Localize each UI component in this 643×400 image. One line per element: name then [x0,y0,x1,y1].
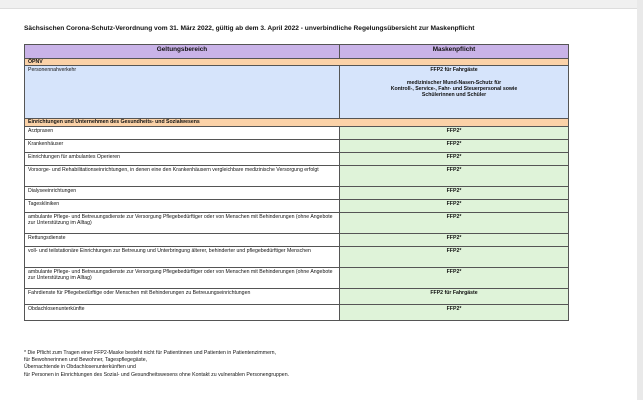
table-row [25,246,569,267]
row-value: FFP2* [340,233,569,246]
row-value: FFP2* [340,246,569,267]
row-label: Personennahverkehr [25,66,340,119]
document-title: Sächsischen Corona-Schutz-Verordnung vom 31. März 2022, gültig ab dem 3. April 2022 - unverbindliche Regelungsübersicht zur Maskenpflicht [24,25,475,32]
table-row [25,139,569,152]
row-label: ambulante Pflege- und Betreuungsdienste zur Versorgung Pflegebedürftiger oder von Menschen mit Behinderungen (ohne Angebote zur Unterstützung im Alltag) [25,267,340,288]
table-header-row [25,45,569,59]
footnote-line: für Bewohnerinnen und Bewohner, Tagespflegegäste, [24,357,148,364]
row-label: Einrichtungen für ambulantes Operieren [25,152,340,165]
table-row [25,212,569,233]
row-value: FFP2* [340,186,569,199]
value-line: medizinischer Mund-Nasen-Schutz für [406,79,502,86]
row-value: FFP2* [340,139,569,152]
section-label: ÖPNV [25,59,569,66]
row-value [340,66,569,119]
window-top-bar [0,0,643,9]
value-line: Schülerinnen und Schüler [421,92,487,99]
row-label: Tageskliniken [25,199,340,212]
table-row [25,165,569,186]
row-value: FFP2* [340,126,569,139]
row-label: Fahrdienste für Pflegebedürftige oder Menschen mit Behinderungen zu Betreuungseinrichtungen [25,288,340,304]
table-row [25,288,569,304]
header-geltungsbereich: Geltungsbereich [25,45,340,59]
header-maskenpflicht: Maskenpflicht [340,45,569,59]
table-row [25,66,569,119]
row-label: Rettungsdienste [25,233,340,246]
table-row [25,233,569,246]
row-label: Krankenhäuser [25,139,340,152]
value-line: Kontroll-, Service-, Fahr- und Steuerpersonal sowie [390,85,518,92]
row-value: FFP2* [340,152,569,165]
table-row [25,126,569,139]
footnote [24,350,289,379]
row-value: FFP2* [340,165,569,186]
footnote-line: Übernachtende in Obdachlosenunterkünften und [24,364,136,371]
table-row [25,304,569,320]
scrollbar[interactable] [637,0,643,400]
row-value: FFP2* [340,267,569,288]
row-label: Arztpraxen [25,126,340,139]
row-label: ambulante Pflege- und Betreuungsdienste zur Versorgung Pflegebedürftiger oder von Menschen mit Behinderungen (ohne Angebote zur Unterstützung im Alltag) [25,212,340,233]
value-line: FFP2 für Fahrgäste [430,67,478,74]
table-row [25,199,569,212]
row-value: FFP2* [340,199,569,212]
row-value: FFP2* [340,304,569,320]
row-value: FFP2* [340,212,569,233]
footnote-line: * Die Pflicht zum Tragen einer FFP2-Maske besteht nicht für Patientinnen und Patienten in Patientenzimmern, [24,350,277,356]
row-label: Dialyseeinrichtungen [25,186,340,199]
row-value: FFP2 für Fahrgäste [340,288,569,304]
section-label: Einrichtungen und Unternehmen des Gesundheits- und Sozialwesens [25,119,569,126]
footnote-line: für Personen in Einrichtungen des Sozial- und Gesundheitswesens ohne Kontakt zu vulnerablen Personengruppen. [24,371,290,378]
section-oepnv [25,59,569,66]
mask-rules-table [24,44,569,321]
row-label: Obdachlosenunterkünfte [25,304,340,320]
table-row [25,152,569,165]
section-health [25,119,569,126]
row-label: voll- und teilstationäre Einrichtungen zur Betreuung und Unterbringung älterer, behinderter und pflegebedürftiger Menschen [25,246,340,267]
table-row [25,186,569,199]
row-label: Vorsorge- und Rehabilitationseinrichtungen, in denen eine den Krankenhäusern vergleichbare medizinische Versorgung erfolgt [25,165,340,186]
table-row [25,267,569,288]
